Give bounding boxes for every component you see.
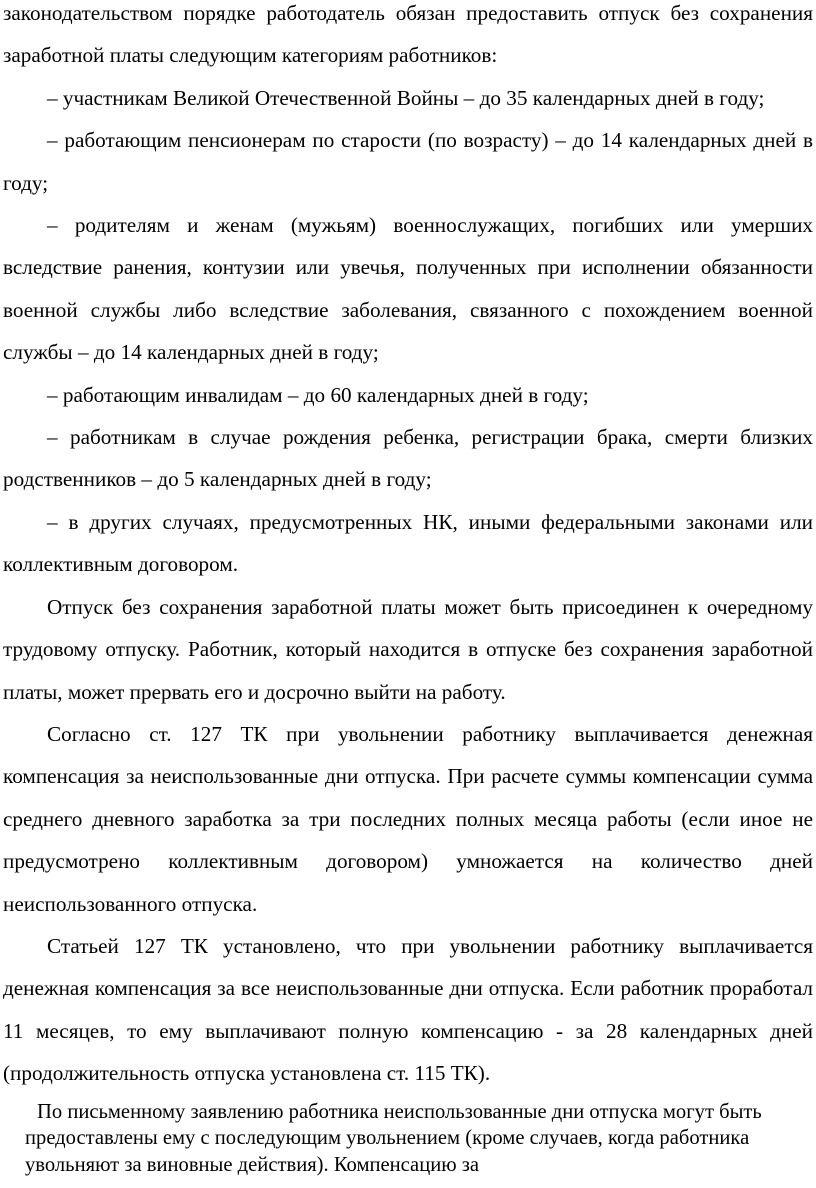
paragraph-pensioners: – работающим пенсионерам по старости (по возрасту) – до 14 календарных дней в году; <box>3 128 813 195</box>
paragraph-other-cases: – в других случаях, предусмотренных НК, иными федеральными законами или коллективным договором. <box>3 509 813 577</box>
paragraph-disabled: – работающим инвалидам – до 60 календарных дней в году; <box>47 382 589 407</box>
paragraph-leave-join: Отпуск без сохранения заработной платы может быть присоединен к очередному трудовому отпуску. Работник, который находится в отпуске без сохранения заработной платы, может прервать его и досрочно выйти на работу. <box>3 594 813 704</box>
paragraph-tail: По письменному заявлению работника неиспользованные дни отпуска могут быть предоставлены ему с последующим увольнением (кроме случаев, когда работника увольняют за виновные действия). Компенсацию за <box>25 1100 762 1176</box>
paragraph-military-families: – родителям и женам (мужьям) военнослужащих, погибших или умерших вследствие ранения, контузии или увечья, полученных при исполнении обязанности военной службы либо вследствие заболевания, связанного с похождением военной службы – до 14 календарных дней в году; <box>3 213 813 365</box>
paragraph-family-events: – работникам в случае рождения ребенка, регистрации брака, смерти близких родственников – до 5 календарных дней в году; <box>3 425 813 492</box>
paragraph-article-127: Статьей 127 ТК установлено, что при увольнении работнику выплачивается денежная компенсация за все неиспользованные дни отпуска. Если работник проработал 11 месяцев, то ему выплачивают полную компенсацию - за 28 календарных дней (продолжительность отпуска установлена ст. 115 ТК). <box>3 933 813 1086</box>
paragraph-veterans: – участникам Великой Отечественной Войны – до 35 календарных дней в году; <box>47 85 765 110</box>
paragraph-compensation: Согласно ст. 127 ТК при увольнении работнику выплачивается денежная компенсация за неиспользованные дни отпуска. При расчете суммы компенсации сумма среднего дневного заработка за три последних полных месяца работы (если иное не предусмотрено коллективным договором) умножается на количество дней неиспользованного отпуска. <box>3 721 813 916</box>
paragraph-continued: законодательством порядке работодатель обязан предоставить отпуск без сохранения заработной платы следующим категориям работников: <box>3 1 813 68</box>
